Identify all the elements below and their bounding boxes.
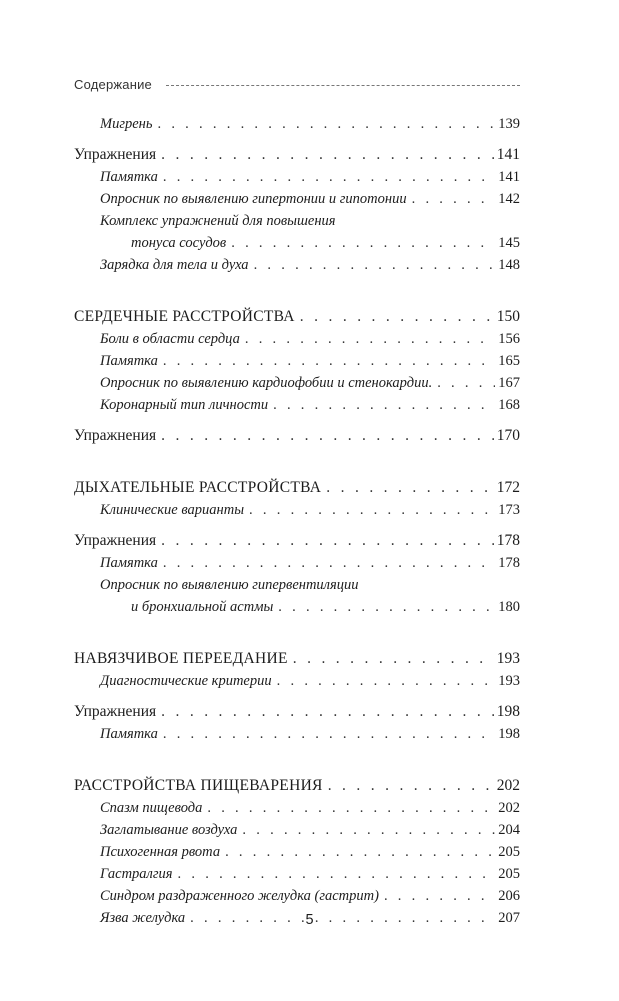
toc-page-number: 205 [498, 866, 520, 882]
toc-entry[interactable] [74, 670, 520, 692]
toc-section-entry[interactable] [74, 529, 520, 552]
toc-page-number: 145 [498, 235, 520, 251]
section-gap [74, 618, 520, 647]
toc-page-number: 202 [496, 777, 520, 794]
toc-entry-title: Упражнения [74, 146, 157, 163]
toc-entry[interactable] [74, 394, 520, 416]
dot-leader [249, 499, 495, 521]
dot-leader [326, 476, 493, 499]
toc-section-entry[interactable] [74, 700, 520, 723]
toc-page-number: 193 [498, 673, 520, 689]
toc-section-entry[interactable] [74, 305, 520, 328]
running-header-title: Содержание [74, 76, 152, 92]
dot-leader [178, 863, 496, 885]
toc-entry[interactable] [74, 350, 520, 372]
dot-leader [157, 113, 495, 135]
toc-entry[interactable] [74, 574, 520, 596]
toc-entry-title: Синдром раздраженного желудка (гастрит) [100, 888, 379, 904]
toc-entry[interactable] [74, 797, 520, 819]
toc-page-number: 167 [498, 375, 520, 391]
toc-entry[interactable] [74, 552, 520, 574]
toc-entry[interactable] [74, 372, 520, 394]
toc-page-number: 139 [498, 116, 520, 132]
dot-leader [245, 328, 495, 350]
dot-leader [273, 394, 495, 416]
toc-entry-title: Клинические варианты [100, 502, 245, 518]
toc-entry-title: СЕРДЕЧНЫЕ РАССТРОЙСТВА [74, 308, 295, 325]
page-number: 5 [305, 912, 314, 928]
dot-leader [293, 647, 494, 670]
toc-entry-title: Спазм пищевода [100, 800, 203, 816]
toc-entry-title: Опросник по выявлению гипервентиляции [100, 577, 359, 593]
toc-entry-title: Заглатывание воздуха [100, 822, 238, 838]
section-gap [74, 416, 520, 424]
toc-entry[interactable] [74, 885, 520, 907]
dot-leader [300, 305, 494, 328]
toc-entry[interactable] [74, 210, 520, 232]
toc-entry-title: Мигрень [100, 116, 153, 132]
toc-page-number: 180 [498, 599, 520, 615]
dot-leader [161, 143, 494, 166]
toc-entry[interactable] [74, 499, 520, 521]
toc-entry-title: Упражнения [74, 427, 157, 444]
dot-leader [242, 819, 495, 841]
section-gap [74, 521, 520, 529]
toc-page-number: 178 [496, 532, 520, 549]
toc-page-number: 170 [496, 427, 520, 444]
toc-page-number: 148 [498, 257, 520, 273]
toc-entry-title: Памятка [100, 555, 158, 571]
toc-entry[interactable] [74, 328, 520, 350]
toc-entry-title: Упражнения [74, 703, 157, 720]
toc-page-number: 198 [496, 703, 520, 720]
running-header [74, 74, 520, 94]
toc-entry[interactable] [74, 166, 520, 188]
toc-page-number: 178 [498, 555, 520, 571]
dot-leader [231, 232, 495, 254]
toc-page-number: 204 [498, 822, 520, 838]
toc-entry-title: Опросник по выявлению кардиофобии и стенокардии. [100, 375, 433, 391]
dot-leader [163, 723, 495, 745]
toc-entry[interactable] [74, 841, 520, 863]
toc-entry[interactable] [74, 723, 520, 745]
toc-page-number: 172 [496, 479, 520, 496]
toc-page-number: 165 [498, 353, 520, 369]
toc-page-number: 156 [498, 331, 520, 347]
toc-entry[interactable] [74, 188, 520, 210]
toc-section-entry[interactable] [74, 476, 520, 499]
toc-entry-title: Памятка [100, 169, 158, 185]
toc-page-number: 142 [498, 191, 520, 207]
toc-entry-title: Комплекс упражнений для повышения [100, 213, 336, 229]
toc-section-entry[interactable] [74, 647, 520, 670]
toc-entry-title: ДЫХАТЕЛЬНЫЕ РАССТРОЙСТВА [74, 479, 322, 496]
toc-page-number: 150 [496, 308, 520, 325]
table-of-contents [74, 113, 520, 929]
dot-leader [277, 670, 496, 692]
toc-entry-title: НАВЯЗЧИВОЕ ПЕРЕЕДАНИЕ [74, 650, 288, 667]
toc-entry-title: Памятка [100, 353, 158, 369]
toc-entry-title: Язва желудка [100, 910, 186, 926]
dot-leader [163, 166, 495, 188]
toc-entry[interactable] [74, 596, 520, 618]
toc-entry-title: Коронарный тип личности [100, 397, 269, 413]
toc-entry[interactable] [74, 254, 520, 276]
toc-page-number: 198 [498, 726, 520, 742]
header-dashed-rule [166, 85, 520, 86]
toc-entry-title: Памятка [100, 726, 158, 742]
dot-leader [278, 596, 495, 618]
dot-leader [207, 797, 495, 819]
dot-leader [161, 529, 494, 552]
dot-leader [437, 372, 495, 394]
section-gap [74, 276, 520, 305]
toc-entry[interactable] [74, 863, 520, 885]
section-gap [74, 135, 520, 143]
toc-entry-title: Диагностические критерии [100, 673, 272, 689]
section-gap [74, 447, 520, 476]
dot-leader [254, 254, 496, 276]
toc-entry-title: и бронхиальной астмы [131, 599, 274, 615]
toc-page-number: 141 [496, 146, 520, 163]
toc-section-entry[interactable] [74, 424, 520, 447]
section-gap [74, 692, 520, 700]
section-gap [74, 745, 520, 774]
dot-leader [161, 424, 494, 447]
toc-entry-title: Гастралгия [100, 866, 173, 882]
toc-entry-title: Боли в области сердца [100, 331, 240, 347]
dot-leader [225, 841, 495, 863]
toc-entry-title: Опросник по выявлению гипертонии и гипотонии [100, 191, 407, 207]
dot-leader [163, 552, 495, 574]
dot-leader [163, 350, 495, 372]
toc-page-number: 193 [496, 650, 520, 667]
toc-entry-title: РАССТРОЙСТВА ПИЩЕВАРЕНИЯ [74, 777, 323, 794]
toc-entry[interactable] [74, 819, 520, 841]
toc-page-number: 207 [498, 910, 520, 926]
toc-section-entry[interactable] [74, 143, 520, 166]
toc-page-number: 173 [498, 502, 520, 518]
dot-leader [384, 885, 495, 907]
toc-page-number: 202 [498, 800, 520, 816]
toc-entry-title: тонуса сосудов [131, 235, 227, 251]
toc-entry-title: Психогенная рвота [100, 844, 221, 860]
toc-entry[interactable] [74, 113, 520, 135]
toc-entry-title: Упражнения [74, 532, 157, 549]
dot-leader [412, 188, 496, 210]
toc-page-number: 206 [498, 888, 520, 904]
dot-leader [328, 774, 494, 797]
toc-page-number: 141 [498, 169, 520, 185]
toc-entry-title: Зарядка для тела и духа [100, 257, 249, 273]
toc-entry[interactable] [74, 232, 520, 254]
dot-leader [161, 700, 494, 723]
toc-page-number: 205 [498, 844, 520, 860]
toc-section-entry[interactable] [74, 774, 520, 797]
toc-page-number: 168 [498, 397, 520, 413]
